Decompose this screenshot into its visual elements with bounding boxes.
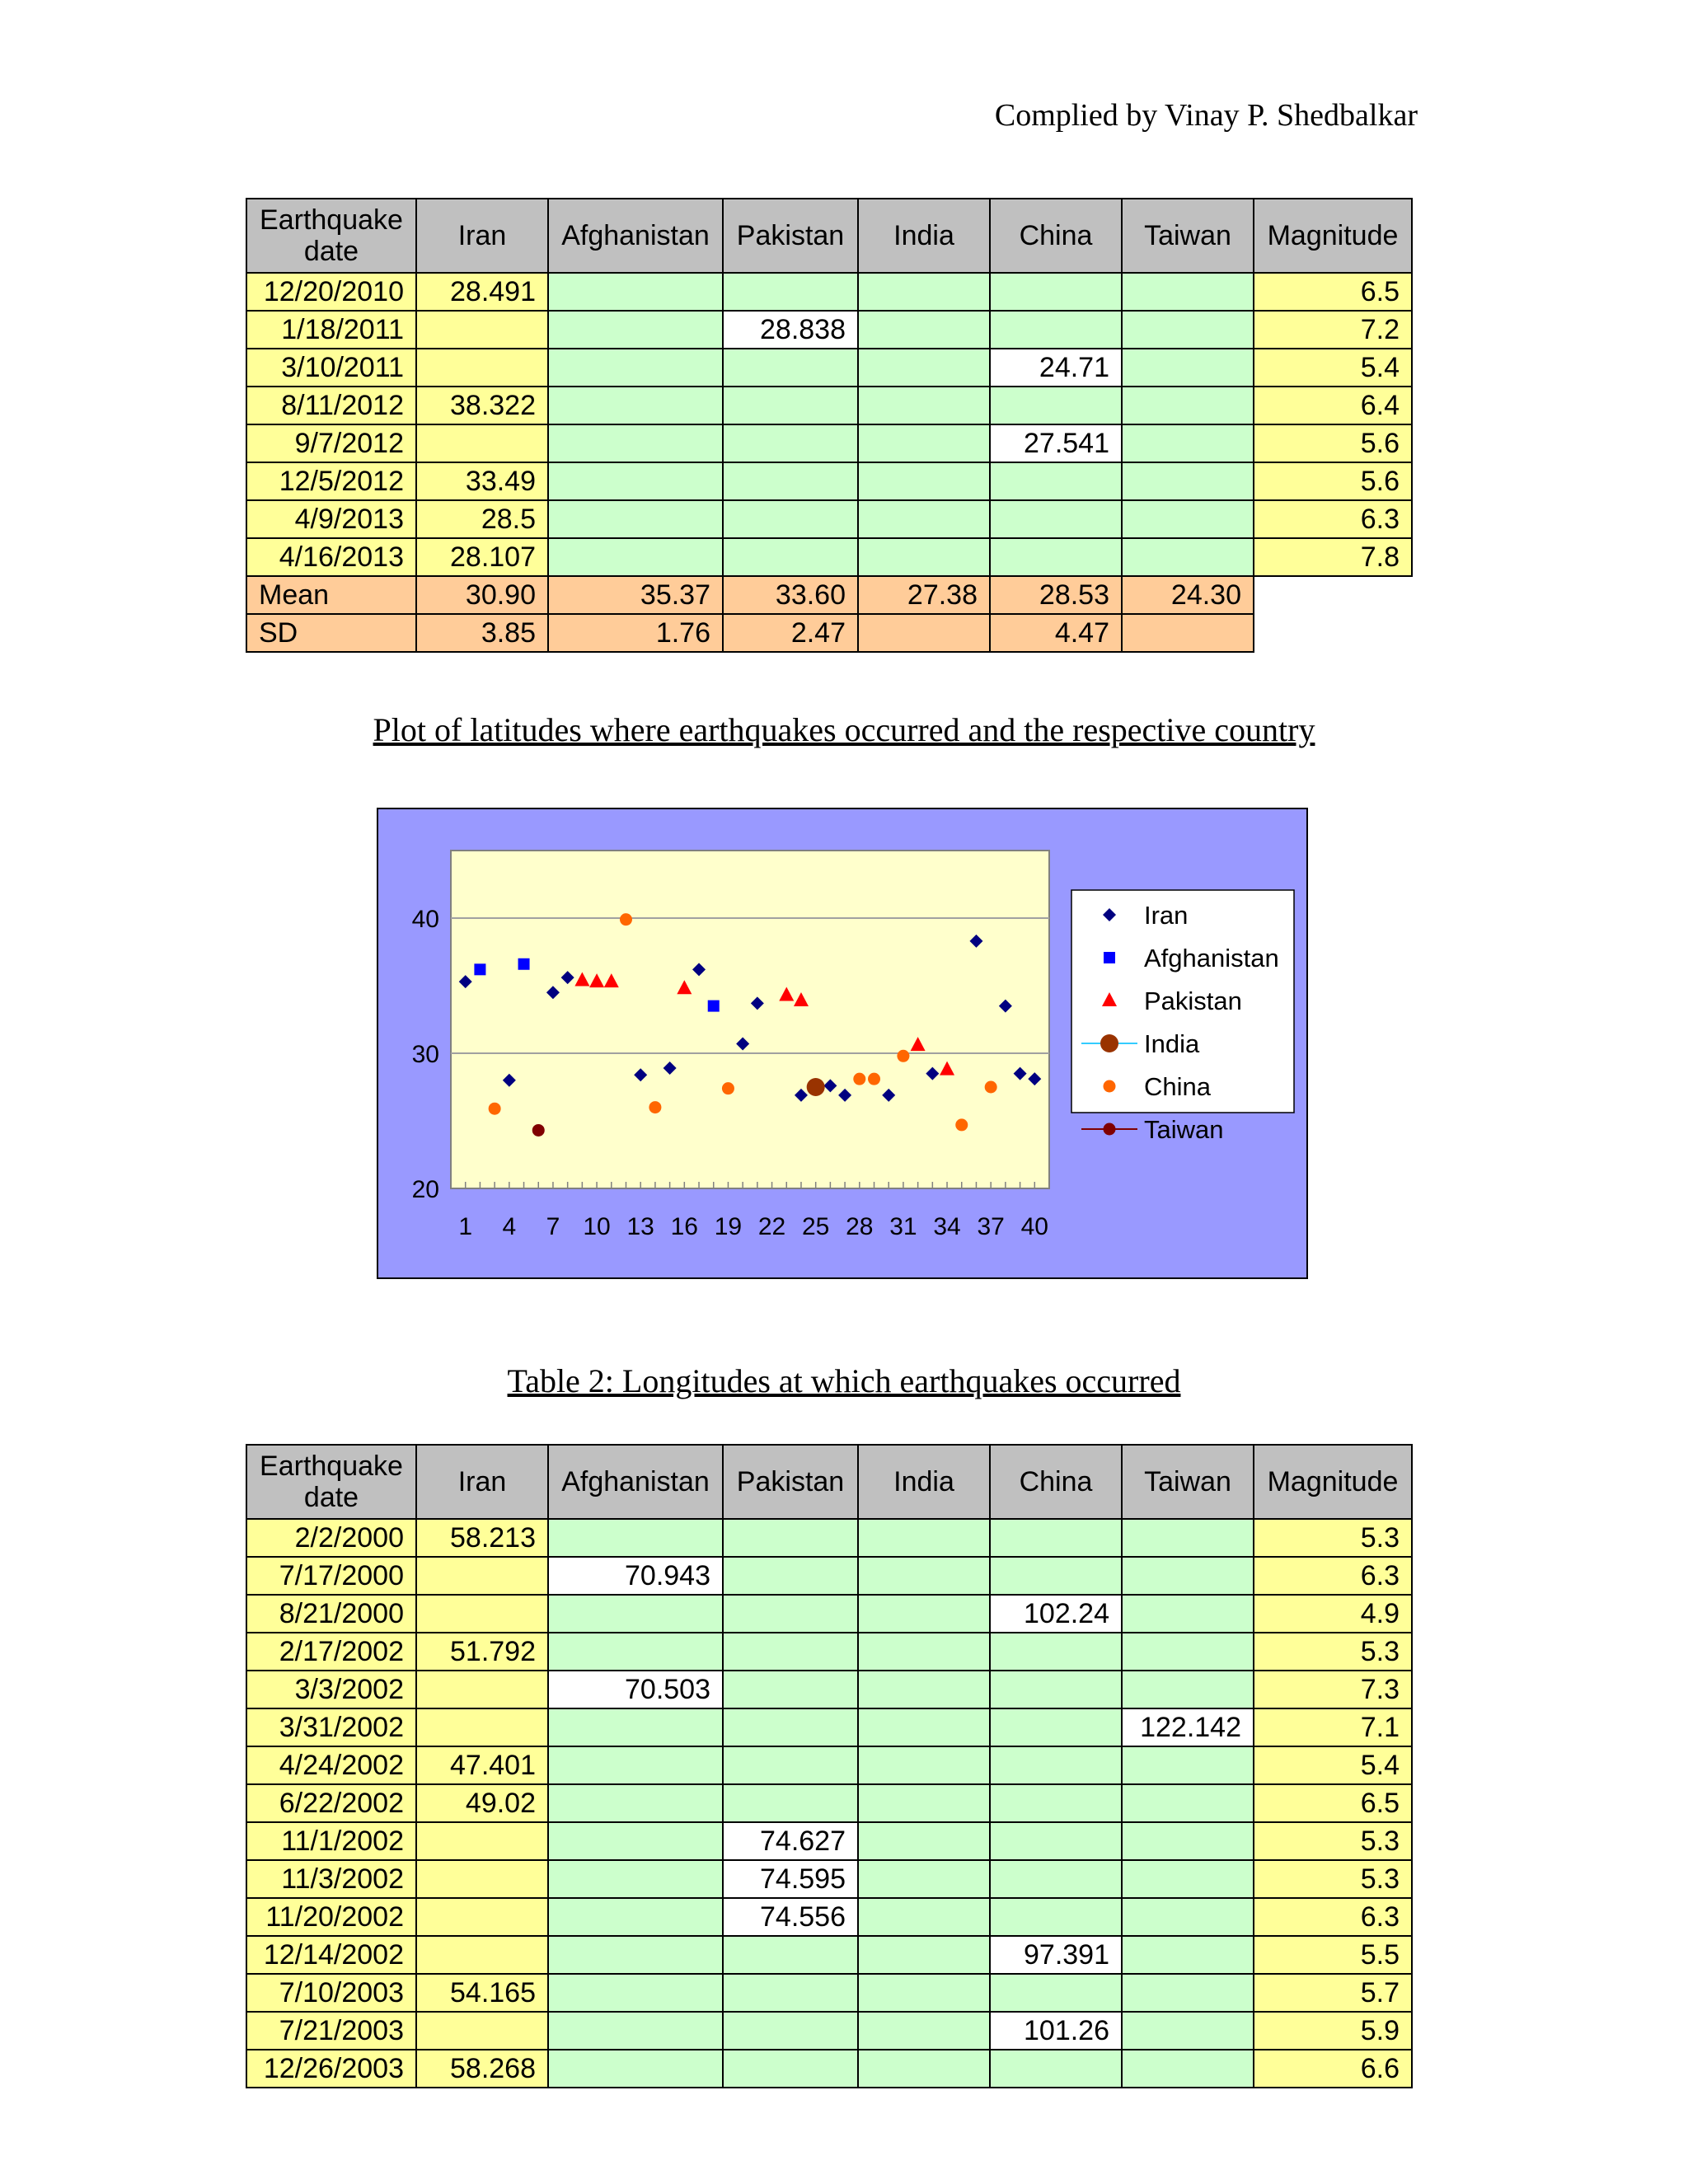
cell-iran [416,1557,548,1595]
column-header-magnitude: Magnitude [1254,1445,1412,1519]
cell-india [858,538,990,576]
x-tick-label: 28 [846,1213,874,1240]
cell-afghanistan [548,500,723,538]
cell-pakistan [723,2050,858,2088]
cell-china [990,1557,1122,1595]
plot-area [451,851,1049,1188]
cell-magnitude: 6.3 [1254,1898,1412,1936]
cell-taiwan [1122,273,1254,311]
sd-label: SD [246,614,416,652]
cell-afghanistan [548,1860,723,1898]
table-header-row [246,1445,1412,1519]
cell-afghanistan [548,1936,723,1974]
latitude-scatter-chart [377,808,1308,1279]
legend-label-iran: Iran [1144,901,1189,930]
cell-china [990,1519,1122,1557]
cell-india [858,387,990,424]
cell-china [990,500,1122,538]
cell-iran: 33.49 [416,462,548,500]
cell-magnitude: 5.3 [1254,1822,1412,1860]
china-point [868,1073,880,1085]
mean-pakistan: 33.60 [723,576,858,614]
table-header-row [246,199,1412,273]
cell-china [990,273,1122,311]
cell-magnitude: 5.5 [1254,1936,1412,1974]
legend-marker-taiwan [1104,1123,1116,1136]
table-row [246,1519,1412,1557]
empty-cell [1254,614,1412,652]
column-header-pakistan: Pakistan [723,199,858,273]
cell-magnitude: 5.3 [1254,1519,1412,1557]
table-row [246,1557,1412,1595]
table-row [246,538,1412,576]
cell-pakistan [723,1936,858,1974]
cell-date: 1/18/2011 [246,311,416,349]
mean-label: Mean [246,576,416,614]
x-tick-label: 7 [546,1213,560,1240]
cell-taiwan [1122,349,1254,387]
column-header-date: Earthquake date [246,199,416,273]
x-tick-label: 31 [889,1213,917,1240]
table-row [246,1936,1412,1974]
cell-afghanistan [548,1822,723,1860]
y-tick-label: 40 [411,906,439,933]
cell-pakistan [723,500,858,538]
cell-taiwan [1122,2050,1254,2088]
cell-magnitude: 6.6 [1254,2050,1412,2088]
cell-pakistan [723,2012,858,2050]
cell-afghanistan [548,273,723,311]
cell-china [990,1860,1122,1898]
cell-india [858,1974,990,2012]
cell-date: 11/1/2002 [246,1822,416,1860]
mean-iran: 30.90 [416,576,548,614]
cell-iran: 28.5 [416,500,548,538]
cell-date: 8/11/2012 [246,387,416,424]
cell-pakistan: 74.556 [723,1898,858,1936]
taiwan-point [532,1124,545,1137]
cell-iran [416,424,548,462]
cell-taiwan [1122,1784,1254,1822]
plot-heading: Plot of latitudes where earthquakes occurred and the respective country [373,711,1315,748]
cell-china: 101.26 [990,2012,1122,2050]
cell-date: 3/10/2011 [246,349,416,387]
cell-india [858,1860,990,1898]
cell-iran [416,1936,548,1974]
table2-heading: Table 2: Longitudes at which earthquakes occurred [507,1362,1181,1399]
cell-iran [416,1860,548,1898]
cell-china: 27.541 [990,424,1122,462]
cell-pakistan: 28.838 [723,311,858,349]
cell-date: 7/10/2003 [246,1974,416,2012]
column-header-china: China [990,1445,1122,1519]
y-tick-label: 20 [411,1176,439,1203]
mean-row [246,576,1412,614]
column-header-china: China [990,199,1122,273]
cell-china [990,462,1122,500]
cell-afghanistan [548,2050,723,2088]
cell-afghanistan [548,387,723,424]
cell-india [858,424,990,462]
cell-taiwan [1122,462,1254,500]
cell-date: 12/5/2012 [246,462,416,500]
x-tick-label: 19 [714,1213,743,1240]
cell-india [858,1671,990,1708]
x-tick-label: 34 [933,1213,961,1240]
cell-taiwan [1122,1860,1254,1898]
cell-afghanistan [548,311,723,349]
cell-iran [416,1822,548,1860]
cell-iran [416,2012,548,2050]
cell-taiwan [1122,2012,1254,2050]
cell-magnitude: 6.3 [1254,1557,1412,1595]
cell-magnitude: 7.1 [1254,1708,1412,1746]
cell-magnitude: 4.9 [1254,1595,1412,1633]
compiler-credit: Complied by Vinay P. Shedbalkar [994,98,1418,133]
cell-pakistan [723,387,858,424]
cell-iran [416,1898,548,1936]
cell-magnitude: 6.5 [1254,1784,1412,1822]
longitude-table [246,1444,1413,2088]
sd-afghanistan: 1.76 [548,614,723,652]
column-header-iran: Iran [416,1445,548,1519]
cell-iran: 54.165 [416,1974,548,2012]
cell-india [858,273,990,311]
table-row [246,1822,1412,1860]
cell-taiwan [1122,538,1254,576]
cell-iran: 38.322 [416,387,548,424]
sd-pakistan: 2.47 [723,614,858,652]
cell-taiwan [1122,500,1254,538]
sd-india [858,614,990,652]
x-tick-label: 22 [757,1213,786,1240]
cell-china [990,1671,1122,1708]
china-point [489,1103,501,1115]
cell-india [858,1708,990,1746]
mean-afghanistan: 35.37 [548,576,723,614]
cell-magnitude: 7.8 [1254,538,1412,576]
cell-india [858,1784,990,1822]
cell-iran [416,1595,548,1633]
cell-china [990,387,1122,424]
cell-date: 9/7/2012 [246,424,416,462]
cell-taiwan [1122,1822,1254,1860]
cell-taiwan [1122,1557,1254,1595]
cell-pakistan [723,424,858,462]
cell-afghanistan: 70.943 [548,1557,723,1595]
table-row [246,1784,1412,1822]
cell-magnitude: 5.9 [1254,2012,1412,2050]
cell-magnitude: 5.4 [1254,1746,1412,1784]
cell-afghanistan [548,2012,723,2050]
cell-iran [416,1708,548,1746]
cell-afghanistan [548,1633,723,1671]
cell-afghanistan [548,424,723,462]
cell-pakistan [723,1671,858,1708]
empty-cell [1254,576,1412,614]
x-tick-label: 37 [977,1213,1005,1240]
mean-india: 27.38 [858,576,990,614]
cell-taiwan [1122,1595,1254,1633]
table-row [246,424,1412,462]
column-header-afghanistan: Afghanistan [548,199,723,273]
cell-magnitude: 5.7 [1254,1974,1412,2012]
cell-pakistan [723,273,858,311]
cell-date: 6/22/2002 [246,1784,416,1822]
cell-iran: 58.213 [416,1519,548,1557]
china-point [722,1082,734,1094]
table-row [246,349,1412,387]
table-row [246,387,1412,424]
cell-taiwan [1122,1898,1254,1936]
x-tick-label: 40 [1020,1213,1048,1240]
cell-magnitude: 7.3 [1254,1671,1412,1708]
cell-taiwan [1122,1671,1254,1708]
cell-pakistan [723,462,858,500]
column-header-afghanistan: Afghanistan [548,1445,723,1519]
cell-iran: 49.02 [416,1784,548,1822]
latitude-summary [246,576,1412,652]
cell-pakistan [723,1746,858,1784]
cell-afghanistan: 70.503 [548,1671,723,1708]
cell-china [990,311,1122,349]
cell-india [858,1633,990,1671]
cell-date: 4/24/2002 [246,1746,416,1784]
china-point [649,1101,661,1113]
cell-date: 7/17/2000 [246,1557,416,1595]
legend-marker-india [1100,1034,1118,1052]
sd-iran: 3.85 [416,614,548,652]
table-row [246,1898,1412,1936]
cell-china [990,1708,1122,1746]
cell-china [990,1974,1122,2012]
cell-afghanistan [548,462,723,500]
x-tick-label: 1 [458,1213,473,1240]
cell-afghanistan [548,1784,723,1822]
cell-pakistan [723,1784,858,1822]
cell-china: 102.24 [990,1595,1122,1633]
cell-afghanistan [548,1898,723,1936]
cell-afghanistan [548,538,723,576]
column-header-pakistan: Pakistan [723,1445,858,1519]
cell-magnitude: 7.2 [1254,311,1412,349]
cell-taiwan [1122,424,1254,462]
cell-pakistan [723,1519,858,1557]
sd-row [246,614,1412,652]
cell-pakistan [723,1557,858,1595]
cell-date: 11/3/2002 [246,1860,416,1898]
cell-magnitude: 5.4 [1254,349,1412,387]
cell-iran: 28.107 [416,538,548,576]
cell-iran: 47.401 [416,1746,548,1784]
mean-taiwan: 24.30 [1122,576,1254,614]
column-header-taiwan: Taiwan [1122,199,1254,273]
china-point [853,1073,865,1085]
table-row [246,462,1412,500]
table-row [246,273,1412,311]
cell-india [858,1519,990,1557]
cell-india [858,462,990,500]
cell-india [858,1557,990,1595]
cell-date: 12/20/2010 [246,273,416,311]
cell-afghanistan [548,1746,723,1784]
cell-iran [416,1671,548,1708]
cell-taiwan [1122,387,1254,424]
cell-taiwan: 122.142 [1122,1708,1254,1746]
cell-taiwan [1122,1519,1254,1557]
cell-magnitude: 6.5 [1254,273,1412,311]
latitude-table [246,198,1413,653]
cell-date: 12/26/2003 [246,2050,416,2088]
legend-label-india: India [1144,1029,1200,1058]
cell-pakistan: 74.595 [723,1860,858,1898]
latitude-table-body [246,273,1412,576]
cell-pakistan [723,1974,858,2012]
cell-iran: 28.491 [416,273,548,311]
mean-china: 28.53 [990,576,1122,614]
column-header-date: Earthquake date [246,1445,416,1519]
cell-china [990,2050,1122,2088]
cell-india [858,349,990,387]
cell-pakistan [723,1708,858,1746]
cell-iran [416,349,548,387]
cell-china [990,1784,1122,1822]
column-header-iran: Iran [416,199,548,273]
cell-taiwan [1122,311,1254,349]
legend-label-china: China [1144,1072,1211,1101]
x-tick-label: 25 [801,1213,830,1240]
cell-china: 97.391 [990,1936,1122,1974]
cell-date: 7/21/2003 [246,2012,416,2050]
sd-china: 4.47 [990,614,1122,652]
cell-pakistan [723,349,858,387]
legend-label-pakistan: Pakistan [1144,987,1242,1015]
afghanistan-point [708,1001,720,1012]
cell-date: 8/21/2000 [246,1595,416,1633]
cell-magnitude: 5.3 [1254,1633,1412,1671]
cell-magnitude: 6.3 [1254,500,1412,538]
cell-pakistan [723,1595,858,1633]
cell-afghanistan [548,1519,723,1557]
y-tick-label: 30 [411,1041,439,1068]
table-row [246,311,1412,349]
cell-china [990,1746,1122,1784]
x-tick-label: 13 [626,1213,654,1240]
table-row [246,1974,1412,2012]
cell-date: 4/16/2013 [246,538,416,576]
china-point [620,913,632,926]
cell-date: 2/2/2000 [246,1519,416,1557]
cell-china [990,538,1122,576]
cell-china [990,1898,1122,1936]
cell-pakistan [723,1633,858,1671]
cell-china [990,1822,1122,1860]
china-point [955,1118,968,1131]
table-row [246,1746,1412,1784]
cell-pakistan [723,538,858,576]
table-row [246,2012,1412,2050]
cell-china: 24.71 [990,349,1122,387]
cell-date: 12/14/2002 [246,1936,416,1974]
cell-pakistan: 74.627 [723,1822,858,1860]
cell-china [990,1633,1122,1671]
cell-magnitude: 5.3 [1254,1860,1412,1898]
afghanistan-point [474,963,485,975]
table-row [246,1633,1412,1671]
cell-date: 3/31/2002 [246,1708,416,1746]
table-row [246,1595,1412,1633]
table-row [246,2050,1412,2088]
legend-label-taiwan: Taiwan [1144,1115,1224,1144]
cell-taiwan [1122,1936,1254,1974]
cell-afghanistan [548,1974,723,2012]
cell-date: 3/3/2002 [246,1671,416,1708]
cell-taiwan [1122,1974,1254,2012]
table-row [246,1708,1412,1746]
column-header-india: India [858,199,990,273]
sd-taiwan [1122,614,1254,652]
legend-marker-china [1104,1080,1116,1093]
cell-india [858,1898,990,1936]
x-tick-label: 16 [670,1213,699,1240]
cell-magnitude: 6.4 [1254,387,1412,424]
cell-taiwan [1122,1633,1254,1671]
cell-date: 2/17/2002 [246,1633,416,1671]
x-tick-label: 10 [583,1213,611,1240]
table-row [246,500,1412,538]
column-header-taiwan: Taiwan [1122,1445,1254,1519]
cell-iran [416,311,548,349]
china-point [985,1081,997,1094]
cell-taiwan [1122,1746,1254,1784]
cell-date: 11/20/2002 [246,1898,416,1936]
cell-india [858,1822,990,1860]
cell-date: 4/9/2013 [246,500,416,538]
cell-india [858,1936,990,1974]
cell-magnitude: 5.6 [1254,424,1412,462]
cell-india [858,1595,990,1633]
column-header-magnitude: Magnitude [1254,199,1412,273]
cell-afghanistan [548,1595,723,1633]
cell-india [858,1746,990,1784]
table-row [246,1860,1412,1898]
cell-india [858,311,990,349]
cell-magnitude: 5.6 [1254,462,1412,500]
legend-marker-afghanistan [1104,952,1115,963]
cell-afghanistan [548,1708,723,1746]
china-point [897,1050,909,1062]
table-row [246,1671,1412,1708]
cell-iran: 58.268 [416,2050,548,2088]
cell-afghanistan [548,349,723,387]
legend-label-afghanistan: Afghanistan [1144,944,1279,972]
x-tick-label: 4 [502,1213,517,1240]
cell-india [858,500,990,538]
cell-iran: 51.792 [416,1633,548,1671]
india-point [807,1078,825,1096]
longitude-table-body [246,1519,1412,2088]
afghanistan-point [518,958,530,970]
column-header-india: India [858,1445,990,1519]
cell-india [858,2012,990,2050]
cell-india [858,2050,990,2088]
